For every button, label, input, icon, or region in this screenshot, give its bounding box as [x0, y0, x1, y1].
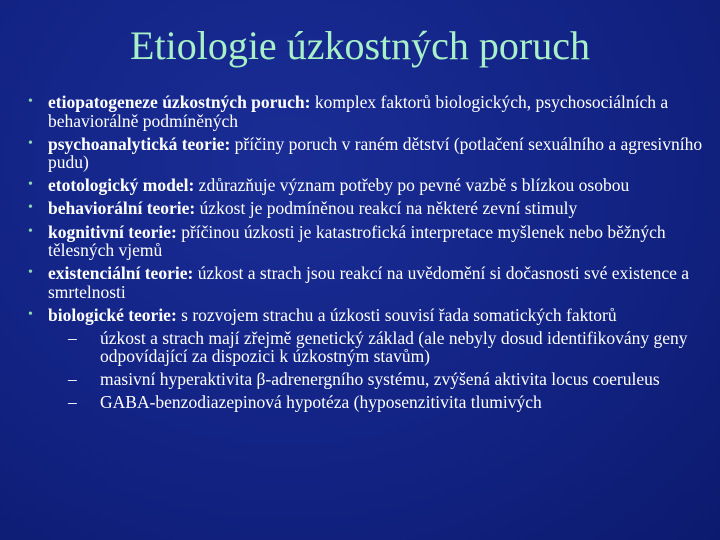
- bullet-term: existenciální teorie:: [48, 263, 194, 284]
- bullet-text: komplex faktorů biologických, psychosociálních a behaviorálně podmíněných: [48, 92, 669, 131]
- bullet-text: příčiny poruch v raném dětství (potlačení sexuálního a agresivního pudu): [48, 133, 703, 173]
- sub-bullet-list: [48, 329, 712, 412]
- dash-icon: –: [68, 392, 77, 413]
- bullet-term: etiopatogeneze úzkostných poruch:: [48, 92, 311, 112]
- bullet-text: zdůrazňuje význam potřeby po pevné vazbě s blízkou osobou: [194, 175, 630, 196]
- bullet-item: [28, 93, 712, 130]
- bullet-text: s rozvojem strachu a úzkosti souvisí řada somatických faktorů: [176, 304, 617, 325]
- bullet-term: etotologický model:: [48, 175, 195, 196]
- bullet-item: [28, 176, 712, 195]
- sub-bullet-text: GABA-benzodiazepinová hypotéza (hyposenzitivita tlumivých: [100, 392, 542, 413]
- sub-bullet-item: [48, 393, 712, 412]
- bullet-icon: •: [28, 94, 33, 109]
- bullet-icon: •: [28, 265, 33, 281]
- sub-bullet-text: masivní hyperaktivita β-adrenergního systému, zvýšená aktivita locus coeruleus: [100, 369, 660, 390]
- bullet-icon: •: [28, 135, 33, 151]
- bullet-list: [28, 93, 712, 416]
- bullet-icon: •: [28, 306, 33, 322]
- bullet-text: úzkost a strach jsou reakcí na uvědomění si dočasnosti své existence a smrtelnosti: [48, 263, 689, 302]
- slide-title: Etiologie úzkostných poruch: [130, 23, 590, 68]
- bullet-icon: •: [28, 177, 33, 193]
- bullet-item: [28, 264, 712, 301]
- bullet-item: [28, 306, 712, 412]
- bullet-item: [28, 223, 712, 260]
- bullet-term: biologické teorie:: [48, 304, 177, 325]
- bullet-text: příčinou úzkosti je katastrofická interpretace myšlenek nebo běžných tělesných vjemů: [48, 221, 666, 261]
- bullet-text: úzkost je podmíněnou reakcí na některé zevní stimuly: [195, 198, 578, 219]
- dash-icon: –: [68, 327, 77, 348]
- bullet-item: [28, 199, 712, 218]
- bullet-icon: •: [28, 223, 33, 239]
- bullet-term: kognitivní teorie:: [48, 221, 177, 242]
- bullet-term: behaviorální teorie:: [48, 198, 196, 219]
- dash-icon: –: [68, 369, 77, 390]
- bullet-icon: •: [28, 200, 33, 216]
- sub-bullet-item: [48, 370, 712, 389]
- bullet-term: psychoanalytická teorie:: [48, 133, 231, 154]
- bullet-item: [28, 135, 712, 172]
- sub-bullet-item: [48, 329, 712, 366]
- sub-bullet-text: úzkost a strach mají zřejmě genetický základ (ale nebyly dosud identifikovány geny odpovídající za dispozici k úzkostným stavům): [100, 327, 688, 367]
